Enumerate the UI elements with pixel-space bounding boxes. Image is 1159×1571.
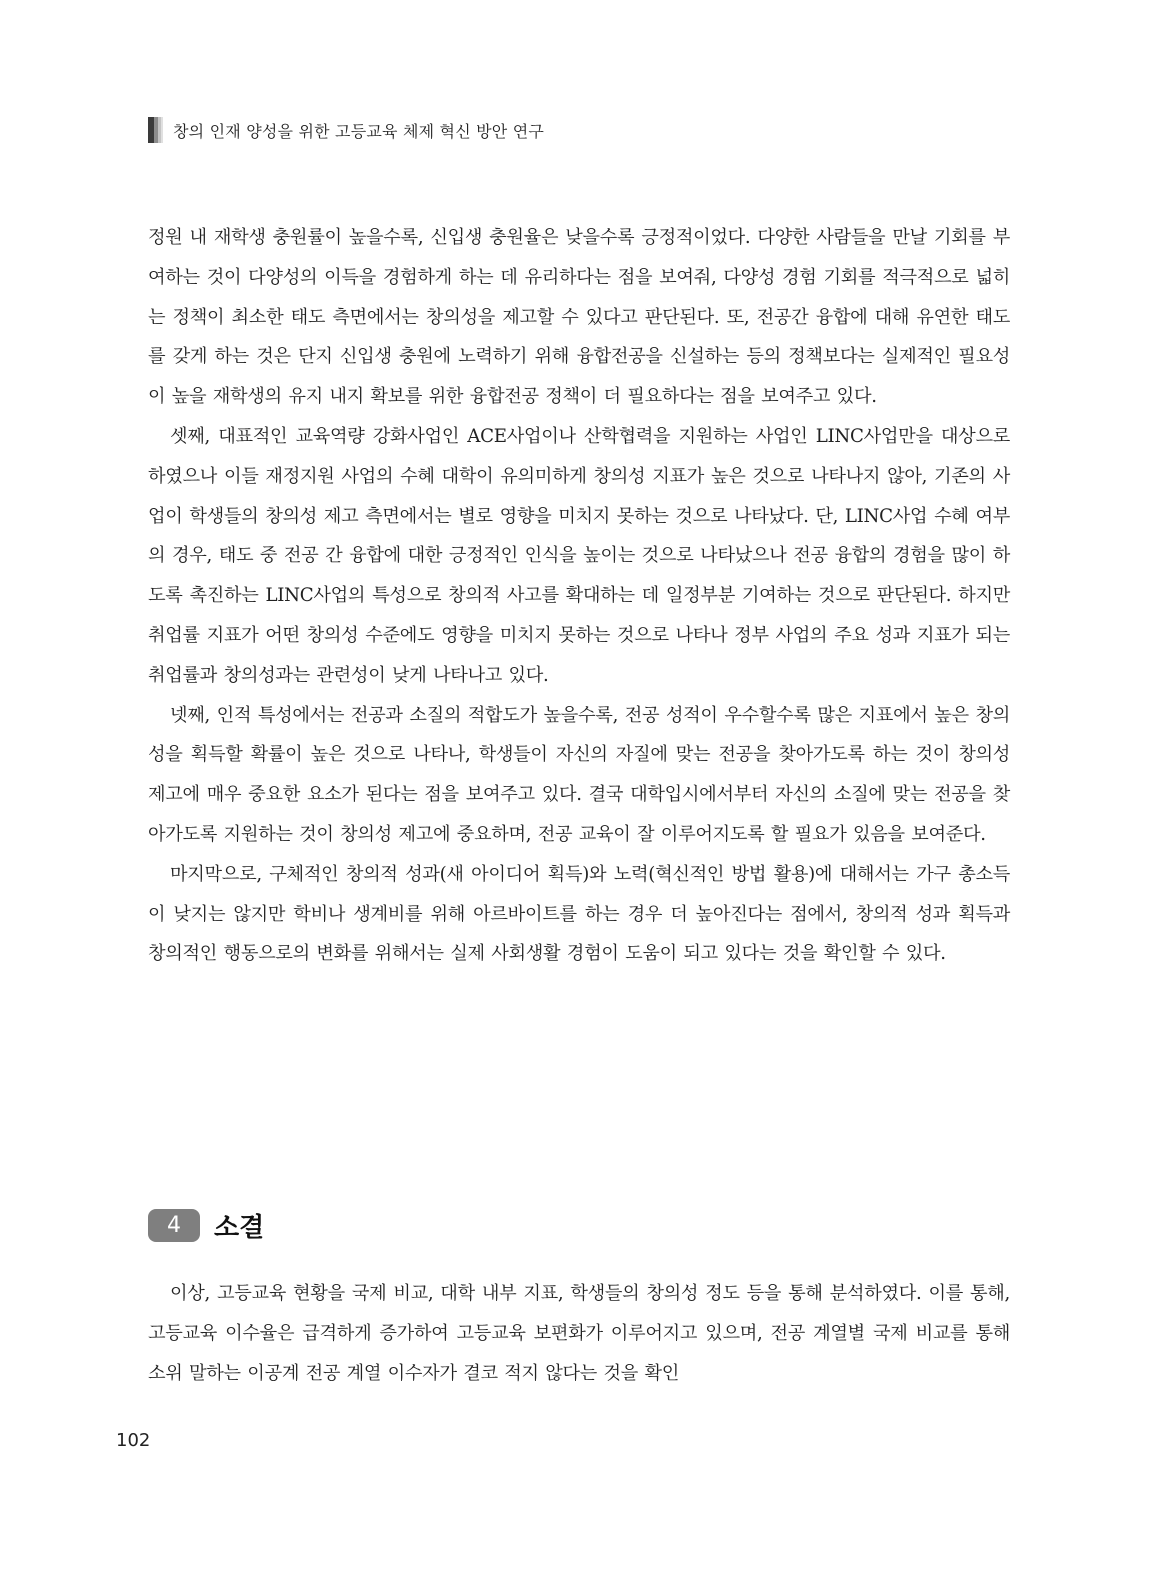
header-title: 창의 인재 양성을 위한 고등교육 체제 혁신 방안 연구 [173, 121, 545, 141]
section-number-badge: 4 [148, 1209, 200, 1242]
paragraph-3: 넷째, 인적 특성에서는 전공과 소질의 적합도가 높을수록, 전공 성적이 우수할수록 많은 지표에서 높은 창의성을 획득할 확률이 높은 것으로 나타나, 학생들이 자신의 자질에 맞는 전공을 찾아가도록 하는 것이 창의성 제고에 매우 중요한 요소가 된다는 점을 보여주고 있다. 결국 대학입시에서부터 자신의 소질에 맞는 전공을 찾아가도록 지원하는 것이 창의성 제고에 중요하며, 전공 교육이 잘 이루어지도록 할 필요가 있음을 보여준다. [148, 704, 1010, 845]
paragraph-2: 셋째, 대표적인 교육역량 강화사업인 ACE사업이나 산학협력을 지원하는 사업인 LINC사업만을 대상으로 하였으나 이들 재정지원 사업의 수혜 대학이 유의미하게 창의성 지표가 높은 것으로 나타나지 않아, 기존의 사업이 학생들의 창의성 제고 측면에서는 별로 영향을 미치지 못하는 것으로 나타났다. 단, LINC사업 수혜 여부의 경우, 태도 중 전공 간 융합에 대한 긍정적인 인식을 높이는 것으로 나타났으나 전공 융합의 경험을 많이 하도록 촉진하는 LINC사업의 특성으로 창의적 사고를 확대하는 데 일정부분 기여하는 것으로 판단된다. 하지만 취업률 지표가 어떤 창의성 수준에도 영향을 미치지 못하는 것으로 나타나 정부 사업의 주요 성과 지표가 되는 취업률과 창의성과는 관련성이 낮게 나타나고 있다. [148, 425, 1010, 686]
body-text-top [148, 218, 1010, 974]
section-heading [148, 1207, 264, 1243]
body-text-bottom [148, 1274, 1010, 1393]
page-number: 102 [116, 1430, 151, 1451]
running-header [148, 116, 544, 144]
paragraph-4: 마지막으로, 구체적인 창의적 성과(새 아이디어 획득)와 노력(혁신적인 방법 활용)에 대해서는 가구 총소득이 낮지는 않지만 학비나 생계비를 위해 아르바이트를 하는 경우 더 높아진다는 점에서, 창의적 성과 획득과 창의적인 행동으로의 변화를 위해서는 실제 사회생활 경험이 도움이 되고 있다는 것을 확인할 수 있다. [148, 863, 1010, 965]
header-bars-decoration [148, 117, 163, 143]
paragraph-5: 이상, 고등교육 현황을 국제 비교, 대학 내부 지표, 학생들의 창의성 정도 등을 통해 분석하였다. 이를 통해, 고등교육 이수율은 급격하게 증가하여 고등교육 보편화가 이루어지고 있으며, 전공 계열별 국제 비교를 통해 소위 말하는 이공계 전공 계열 이수자가 결코 적지 않다는 것을 확인 [148, 1283, 1010, 1384]
paragraph-1: 정원 내 재학생 충원률이 높을수록, 신입생 충원율은 낮을수록 긍정적이었다. 다양한 사람들을 만날 기회를 부여하는 것이 다양성의 이득을 경험하게 하는 데 유리하다는 점을 보여줘, 다양성 경험 기회를 적극적으로 넓히는 정책이 최소한 태도 측면에서는 창의성을 제고할 수 있다고 판단된다. 또, 전공간 융합에 대해 유연한 태도를 갖게 하는 것은 단지 신입생 충원에 노력하기 위해 융합전공을 신설하는 등의 정책보다는 실제적인 필요성이 높을 재학생의 유지 내지 확보를 위한 융합전공 정책이 더 필요하다는 점을 보여주고 있다. [148, 227, 1010, 408]
section-title: 소결 [214, 1212, 265, 1243]
